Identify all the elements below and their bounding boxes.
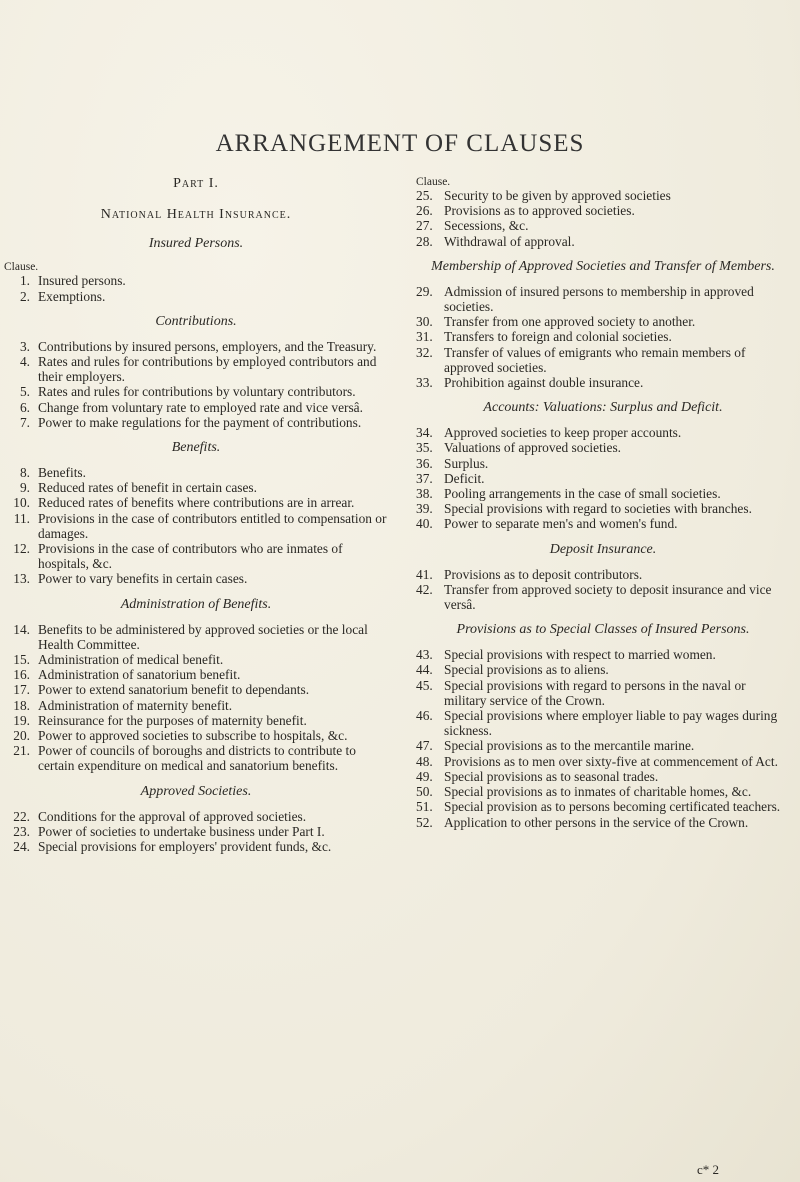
clause-text: Provisions as to men over sixty-five at commencement of Act. — [444, 753, 778, 769]
clause-item — [4, 273, 388, 288]
clause-number: 13. — [13, 571, 30, 587]
clause-text: Special provisions for employers' provident funds, &c. — [38, 839, 332, 855]
clause-text: Exemptions. — [38, 288, 106, 304]
clause-text: Administration of maternity benefit. — [38, 697, 233, 713]
clause-item — [416, 486, 790, 501]
signature-mark: c* 2 — [697, 1162, 720, 1177]
clause-item — [416, 516, 790, 531]
clause-number: 52. — [416, 814, 433, 830]
clause-text: Insured persons. — [38, 273, 126, 289]
clause-text: Power to extend sanatorium benefit to dependants. — [38, 682, 310, 698]
clause-text: Transfer from one approved society to another. — [444, 314, 696, 330]
clause-number: 43. — [416, 647, 433, 663]
clause-text: Benefits to be administered by approved societies or the local Health Committee. — [38, 621, 368, 652]
clause-text: Valuations of approved societies. — [444, 440, 622, 456]
clause-item — [416, 567, 790, 582]
clause-number: 11. — [13, 510, 30, 526]
clause-text: Special provisions as to aliens. — [444, 662, 609, 678]
clause-item — [416, 425, 790, 440]
clause-item — [4, 622, 388, 652]
clause-number: 36. — [416, 455, 433, 471]
section-heading: Insured Persons. — [148, 236, 244, 252]
clause-item — [4, 541, 388, 571]
clause-text: Power to separate men's and women's fund. — [444, 516, 678, 532]
clause-item — [416, 815, 790, 830]
clause-text: Special provisions as to inmates of charitable homes, &c. — [444, 784, 752, 800]
section-heading: Benefits. — [171, 440, 221, 456]
clause-item — [4, 511, 388, 541]
clause-number: 21. — [13, 743, 30, 759]
section-heading: Provisions as to Special Classes of Insured Persons. — [456, 622, 750, 638]
clause-number: 5. — [19, 384, 30, 400]
part-heading: Part I. — [173, 176, 219, 191]
clause-item — [416, 314, 790, 329]
clause-number: 41. — [416, 566, 433, 582]
clause-text: Special provisions as to the mercantile marine. — [444, 738, 695, 754]
clause-number: 8. — [19, 465, 30, 481]
clause-item — [4, 354, 388, 384]
clause-text: Surplus. — [444, 455, 489, 471]
clause-text: Reduced rates of benefits where contributions are in arrear. — [38, 495, 355, 511]
clause-item — [416, 647, 790, 662]
clause-item — [4, 495, 388, 510]
clause-item — [416, 345, 790, 375]
clause-number: 23. — [13, 823, 30, 839]
clause-number: 31. — [416, 329, 433, 345]
clause-number: 32. — [416, 344, 433, 360]
clause-item — [4, 415, 388, 430]
clause-item — [4, 698, 388, 713]
clause-text: Special provisions with regard to persons in the naval or military service of the Crown. — [444, 677, 746, 708]
clause-text: Provisions in the case of contributors entitled to compensation or damages. — [38, 510, 387, 541]
clause-item — [416, 678, 790, 708]
section-heading: Contributions. — [155, 313, 237, 329]
clause-text: Special provision as to persons becoming certificated teachers. — [444, 799, 781, 815]
clause-text: Power to approved societies to subscribe to hospitals, &c. — [38, 728, 348, 744]
right-column — [416, 176, 790, 830]
clause-number: 14. — [13, 621, 30, 637]
clause-number: 29. — [416, 283, 433, 299]
clause-label: Clause. — [4, 261, 39, 274]
clause-text: Withdrawal of approval. — [444, 233, 575, 249]
clause-item — [416, 329, 790, 344]
clause-number: 22. — [13, 808, 30, 824]
clause-text: Application to other persons in the service of the Crown. — [444, 814, 749, 830]
clause-item — [4, 743, 388, 773]
clause-text: Special provisions where employer liable to pay wages during sickness. — [444, 708, 778, 739]
clause-number: 7. — [19, 414, 30, 430]
clause-text: Prohibition against double insurance. — [444, 375, 644, 391]
clause-number: 30. — [416, 314, 433, 330]
right-intro-items — [416, 188, 790, 249]
clause-number: 17. — [13, 682, 30, 698]
clause-text: Special provisions with respect to married women. — [444, 647, 716, 663]
clause-item — [4, 289, 388, 304]
clause-text: Power to vary benefits in certain cases. — [38, 571, 248, 587]
clause-item — [4, 809, 388, 824]
clause-item — [416, 375, 790, 390]
clause-number: 16. — [13, 667, 30, 683]
clause-text: Secessions, &c. — [444, 218, 529, 234]
clause-text: Reinsurance for the purposes of maternity benefit. — [38, 712, 307, 728]
clause-item — [4, 400, 388, 415]
clause-number: 20. — [13, 728, 30, 744]
clause-text: Special provisions with regard to societies with branches. — [444, 501, 752, 517]
clause-item — [416, 188, 790, 203]
clause-number: 9. — [19, 480, 30, 496]
clause-text: Administration of medical benefit. — [38, 652, 224, 668]
clause-item — [4, 713, 388, 728]
clause-number: 40. — [416, 516, 433, 532]
clause-text: Transfer of values of emigrants who remain members of approved societies. — [444, 344, 746, 375]
clause-item — [4, 839, 388, 854]
clause-number: 24. — [13, 839, 30, 855]
clause-text: Power of councils of boroughs and districts to contribute to certain expenditure on medical and sanatorium benefits. — [38, 743, 356, 774]
clause-number: 19. — [13, 712, 30, 728]
section-heading: Approved Societies. — [140, 783, 252, 799]
clause-text: Provisions in the case of contributors who are inmates of hospitals, &c. — [38, 541, 343, 572]
clause-number: 28. — [416, 233, 433, 249]
subpart-heading: National Health Insurance. — [100, 207, 292, 223]
clause-text: Deficit. — [444, 470, 485, 486]
clause-text: Benefits. — [38, 465, 86, 481]
clause-item — [4, 480, 388, 495]
clause-label: Clause. — [416, 176, 451, 188]
clause-item — [416, 501, 790, 516]
clause-text: Provisions as to approved societies. — [444, 203, 635, 219]
clause-number: 44. — [416, 662, 433, 678]
clause-number: 50. — [416, 784, 433, 800]
clause-item — [4, 824, 388, 839]
clause-number: 18. — [13, 697, 30, 713]
clause-number: 42. — [416, 581, 433, 597]
page-title: ARRANGEMENT OF CLAUSES — [215, 130, 585, 157]
clause-number: 2. — [19, 288, 30, 304]
clause-number: 15. — [13, 652, 30, 668]
clause-number: 1. — [19, 273, 30, 289]
clause-text: Conditions for the approval of approved societies. — [38, 808, 307, 824]
clause-number: 38. — [416, 486, 433, 502]
clause-text: Special provisions as to seasonal trades. — [444, 768, 659, 784]
clause-item — [4, 728, 388, 743]
clause-item — [4, 465, 388, 480]
clause-number: 48. — [416, 753, 433, 769]
clause-number: 46. — [416, 708, 433, 724]
clause-text: Change from voluntary rate to employed rate and vice versâ. — [38, 399, 363, 415]
clause-text: Pooling arrangements in the case of small societies. — [444, 486, 721, 502]
clause-number: 37. — [416, 470, 433, 486]
clause-text: Administration of sanatorium benefit. — [38, 667, 241, 683]
clause-item — [4, 571, 388, 586]
clause-item — [416, 203, 790, 218]
clause-number: 10. — [13, 495, 30, 511]
clause-number: 6. — [19, 399, 30, 415]
section-heading: Accounts: Valuations: Surplus and Deficit. — [483, 400, 723, 416]
clause-item — [4, 339, 388, 354]
clause-item — [416, 769, 790, 784]
clause-item — [4, 652, 388, 667]
clause-text: Rates and rules for contributions by voluntary contributors. — [38, 384, 356, 400]
clause-item — [4, 384, 388, 399]
clause-item — [416, 754, 790, 769]
clause-text: Provisions as to deposit contributors. — [444, 566, 643, 582]
clause-item — [416, 234, 790, 249]
clause-number: 27. — [416, 218, 433, 234]
clause-item — [4, 682, 388, 697]
clause-number: 26. — [416, 203, 433, 219]
clause-item — [416, 218, 790, 233]
clause-number: 35. — [416, 440, 433, 456]
clause-number: 33. — [416, 375, 433, 391]
clause-item — [416, 662, 790, 677]
left-column — [4, 176, 388, 854]
clause-number: 45. — [416, 677, 433, 693]
clause-text: Security to be given by approved societies — [444, 188, 671, 203]
left-sections — [4, 236, 388, 854]
clause-text: Admission of insured persons to membership in approved societies. — [444, 283, 754, 315]
section-heading: Administration of Benefits. — [120, 596, 272, 612]
clause-item — [416, 784, 790, 799]
clause-text: Power to make regulations for the payment of contributions. — [38, 414, 362, 430]
clause-item — [416, 440, 790, 455]
clause-number: 25. — [416, 188, 433, 203]
clause-number: 47. — [416, 738, 433, 754]
clause-number: 51. — [416, 799, 433, 815]
clause-number: 4. — [19, 354, 30, 370]
clause-item — [416, 799, 790, 814]
clause-item — [416, 582, 790, 612]
clause-text: Transfer from approved society to deposit insurance and vice versâ. — [444, 581, 772, 613]
clause-number: 39. — [416, 501, 433, 517]
clause-item — [4, 667, 388, 682]
section-heading: Membership of Approved Societies and Transfer of Members. — [431, 258, 775, 274]
right-sections — [416, 259, 790, 830]
section-heading: Deposit Insurance. — [549, 541, 657, 557]
clause-text: Approved societies to keep proper accounts. — [444, 425, 682, 441]
clause-number: 49. — [416, 768, 433, 784]
clause-number: 3. — [19, 338, 30, 354]
clause-item — [416, 456, 790, 471]
clause-text: Reduced rates of benefit in certain cases. — [38, 480, 257, 496]
clause-text: Transfers to foreign and colonial societies. — [444, 329, 672, 345]
clause-item — [416, 284, 790, 314]
clause-item — [416, 471, 790, 486]
clause-text: Contributions by insured persons, employers, and the Treasury. — [38, 338, 377, 354]
clause-text: Power of societies to undertake business under Part I. — [38, 823, 325, 839]
clause-number: 34. — [416, 425, 433, 441]
clause-number: 12. — [13, 541, 30, 557]
clause-item — [416, 708, 790, 738]
clause-text: Rates and rules for contributions by employed contributors and their employers. — [38, 354, 377, 385]
clause-item — [416, 738, 790, 753]
